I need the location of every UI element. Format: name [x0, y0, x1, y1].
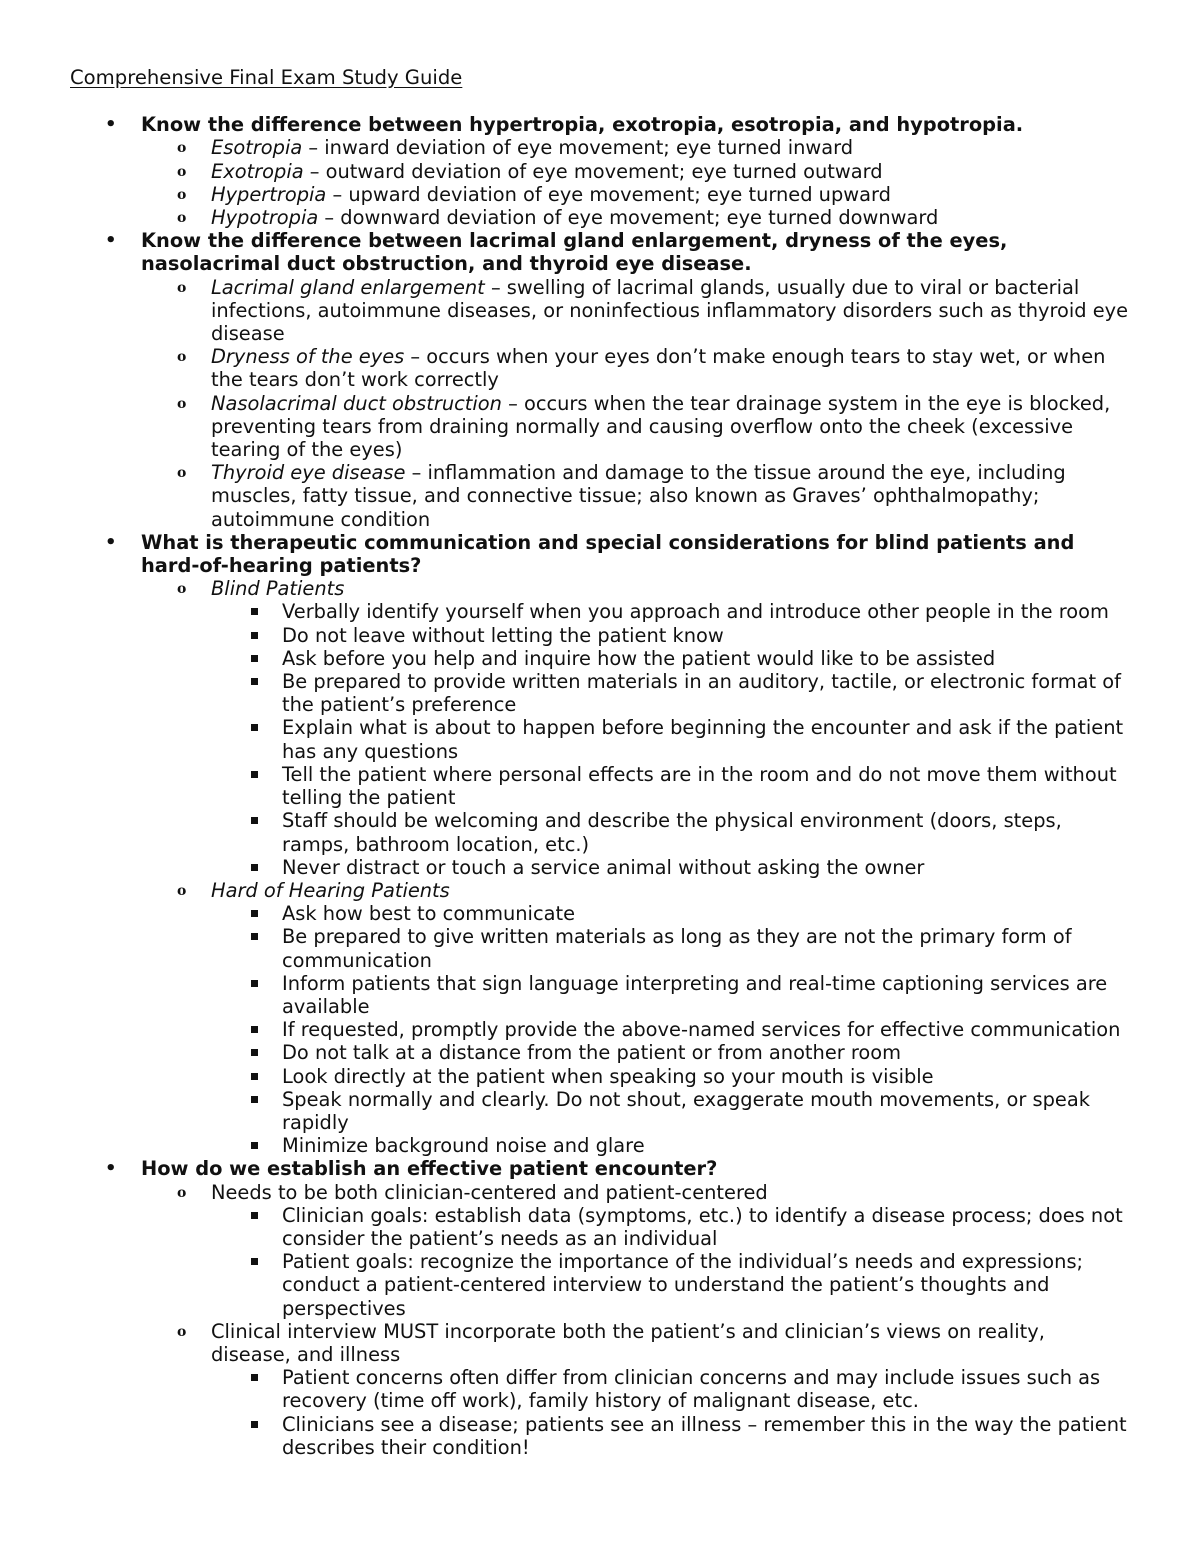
term: Nasolacrimal duct obstruction	[211, 391, 502, 415]
square-bullet-icon	[251, 864, 258, 871]
square-bullet-icon	[251, 933, 258, 940]
definition: – inward deviation of eye movement; eye turned inward	[302, 136, 854, 160]
point-text: Speak normally and clearly. Do not shout, exaggerate mouth movements, or speak rapidly	[282, 1087, 1090, 1134]
square-bullet-icon	[251, 1258, 258, 1265]
point-text: Ask how best to communicate	[282, 902, 576, 926]
circle-bullet-icon: o	[177, 163, 187, 180]
list-item	[70, 1134, 1130, 1157]
item-text: Needs to be both clinician-centered and patient-centered	[211, 1180, 768, 1204]
point-text: Clinicians see a disease; patients see an illness – remember this in the way the patient describes their condition!	[282, 1412, 1127, 1459]
subheading: Hard of Hearing Patients	[211, 878, 450, 902]
point-text: Never distract or touch a service animal without asking the owner	[282, 855, 925, 879]
bullet-icon: •	[105, 114, 117, 136]
circle-bullet-icon: o	[177, 395, 187, 412]
point-text: Clinician goals: establish data (symptoms, etc.) to identify a disease process; does not consider the patient’s needs as an individual	[282, 1203, 1123, 1250]
definition: – outward deviation of eye movement; eye turned outward	[303, 159, 883, 183]
list-item	[70, 925, 1130, 971]
definition: – occurs when your eyes don’t make enough tears to stay wet, or when the tears don’t work correctly	[211, 345, 1106, 392]
list-item	[70, 577, 1130, 879]
list-item	[70, 972, 1130, 1018]
list-item	[70, 1088, 1130, 1134]
list-item	[70, 600, 1130, 623]
square-bullet-icon	[251, 1096, 258, 1103]
list-item	[70, 392, 1130, 462]
point-text: Do not leave without letting the patient know	[282, 623, 724, 647]
list-item	[70, 902, 1130, 925]
point-text: If requested, promptly provide the above-named services for effective communication	[282, 1018, 1121, 1042]
list-item	[70, 647, 1130, 670]
circle-bullet-icon: o	[177, 210, 187, 227]
square-bullet-icon	[251, 1142, 258, 1149]
page-title: Comprehensive Final Exam Study Guide	[70, 66, 463, 89]
bullet-icon: •	[105, 531, 117, 553]
point-text: Tell the patient where personal effects are in the room and do not move them without telling the patient	[282, 762, 1117, 810]
term: Exotropia	[211, 159, 304, 183]
item-text: Clinical interview MUST incorporate both the patient’s and clinician’s views on reality, disease, and illness	[211, 1319, 1045, 1366]
square-bullet-icon	[251, 1026, 258, 1033]
outline-section	[70, 229, 1130, 531]
square-bullet-icon	[251, 1421, 258, 1428]
term: Lacrimal gland enlargement	[211, 275, 485, 299]
bullet-icon: •	[105, 1158, 117, 1180]
point-text: Do not talk at a distance from the patient or from another room	[282, 1041, 902, 1065]
definition: – upward deviation of eye movement; eye turned upward	[326, 182, 891, 206]
list-item	[70, 1413, 1130, 1459]
square-bullet-icon	[251, 724, 258, 731]
point-text: Be prepared to provide written materials in an auditory, tactile, or electronic format of the patient’s preference	[282, 670, 1121, 717]
point-text: Be prepared to give written materials as long as they are not the primary form of communication	[282, 925, 1072, 972]
list-item	[70, 276, 1130, 346]
list-item	[70, 136, 1130, 159]
square-bullet-icon	[251, 608, 258, 615]
circle-bullet-icon: o	[177, 1323, 187, 1340]
point-text: Minimize background noise and glare	[282, 1134, 645, 1158]
point-text: Staff should be welcoming and describe the physical environment (doors, steps, ramps, bathroom location, etc.)	[282, 809, 1062, 856]
list-item	[70, 183, 1130, 206]
point-text: Look directly at the patient when speaking so your mouth is visible	[282, 1064, 934, 1088]
circle-bullet-icon: o	[177, 279, 187, 296]
square-bullet-icon	[251, 1049, 258, 1056]
list-item	[70, 1320, 1130, 1459]
term: Esotropia	[211, 136, 303, 160]
square-bullet-icon	[251, 980, 258, 987]
outline-section	[70, 531, 1130, 1157]
list-item	[70, 461, 1130, 531]
point-text: Ask before you help and inquire how the patient would like to be assisted	[282, 646, 996, 670]
subheading: Blind Patients	[211, 577, 345, 601]
definition: – occurs when the tear drainage system in the eye is blocked, preventing tears from draining normally and causing overflow onto the cheek (excessive tearing of the eyes)	[211, 391, 1111, 462]
circle-bullet-icon: o	[177, 1184, 187, 1201]
square-bullet-icon	[251, 632, 258, 639]
square-bullet-icon	[251, 1212, 258, 1219]
list-item	[70, 809, 1130, 855]
list-item	[70, 763, 1130, 809]
list-item	[70, 1181, 1130, 1320]
list-item	[70, 1250, 1130, 1320]
point-text: Patient concerns often differ from clinician concerns and may include issues such as recovery (time off work), family history of malignant disease, etc.	[282, 1366, 1101, 1413]
outline-section	[70, 1157, 1130, 1459]
section-question: Know the difference between lacrimal gland enlargement, dryness of the eyes, nasolacrimal duct obstruction, and thyroid eye disease.	[141, 229, 1008, 276]
list-item	[70, 1204, 1130, 1250]
section-question: What is therapeutic communication and special considerations for blind patients and hard-of-hearing patients?	[141, 530, 1075, 578]
circle-bullet-icon: o	[177, 882, 187, 899]
square-bullet-icon	[251, 910, 258, 917]
list-item	[70, 1018, 1130, 1041]
list-item	[70, 345, 1130, 391]
square-bullet-icon	[251, 1374, 258, 1381]
list-item	[70, 1366, 1130, 1412]
square-bullet-icon	[251, 678, 258, 685]
list-item	[70, 1041, 1130, 1064]
list-item	[70, 624, 1130, 647]
list-item	[70, 670, 1130, 716]
list-item	[70, 879, 1130, 1157]
square-bullet-icon	[251, 1073, 258, 1080]
circle-bullet-icon: o	[177, 465, 187, 482]
outline	[70, 113, 1130, 1459]
list-item	[70, 160, 1130, 183]
definition: – downward deviation of eye movement; eye turned downward	[318, 206, 939, 230]
square-bullet-icon	[251, 817, 258, 824]
point-text: Patient goals: recognize the importance of the individual’s needs and expressions; conduct a patient-centered interview to understand the patient’s thoughts and perspectives	[282, 1250, 1084, 1320]
list-item	[70, 856, 1130, 879]
list-item	[70, 716, 1130, 762]
list-item	[70, 206, 1130, 229]
square-bullet-icon	[251, 771, 258, 778]
circle-bullet-icon: o	[177, 581, 187, 598]
term: Dryness of the eyes	[211, 345, 405, 369]
square-bullet-icon	[251, 655, 258, 662]
term: Hypertropia	[211, 182, 327, 206]
point-text: Inform patients that sign language interpreting and real-time captioning services are available	[282, 971, 1108, 1018]
point-text: Verbally identify yourself when you approach and introduce other people in the room	[282, 600, 1109, 624]
circle-bullet-icon: o	[177, 186, 187, 203]
circle-bullet-icon: o	[177, 349, 187, 366]
definition: – inflammation and damage to the tissue around the eye, including muscles, fatty tissue, and connective tissue; also known as Graves’ ophthalmopathy; autoimmune condition	[211, 461, 1066, 531]
term: Thyroid eye disease	[211, 461, 406, 485]
bullet-icon: •	[105, 230, 117, 252]
section-question: Know the difference between hypertropia, exotropia, esotropia, and hypotropia.	[141, 113, 1024, 137]
outline-section	[70, 113, 1130, 229]
list-item	[70, 1065, 1130, 1088]
definition: – swelling of lacrimal glands, usually due to viral or bacterial infections, autoimmune diseases, or noninfectious inflammatory disorders such as thyroid eye disease	[211, 275, 1129, 346]
circle-bullet-icon: o	[177, 140, 187, 157]
point-text: Explain what is about to happen before beginning the encounter and ask if the patient has any questions	[282, 716, 1124, 763]
section-question: How do we establish an effective patient encounter?	[141, 1157, 718, 1181]
term: Hypotropia	[211, 206, 319, 230]
